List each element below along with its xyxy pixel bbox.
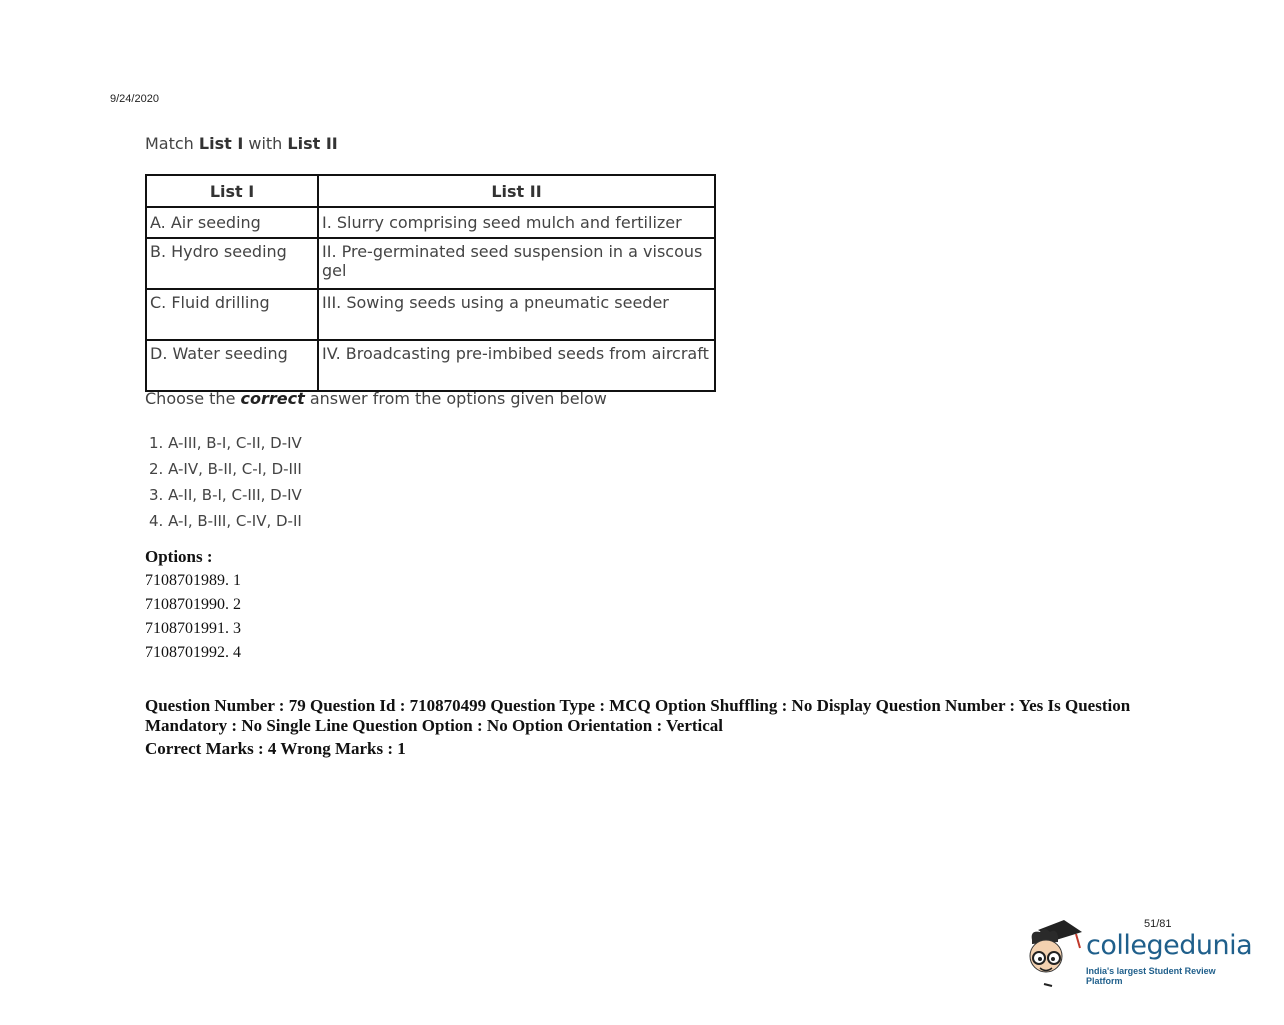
table-cell: III. Sowing seeds using a pneumatic seeder [318, 289, 715, 340]
table-cell: B. Hydro seeding [146, 238, 318, 289]
intro-mid: with [243, 134, 288, 153]
table-header-row [146, 175, 715, 207]
page-date: 9/24/2020 [110, 93, 159, 105]
list-item: 7108701989. 1 [145, 572, 241, 589]
collegedunia-logo [1024, 918, 1254, 988]
choose-suffix: answer from the options given below [304, 389, 607, 408]
table-cell: D. Water seeding [146, 340, 318, 391]
table-row [146, 238, 715, 289]
page-number: 51/81 [1144, 918, 1172, 930]
options-heading: Options : [145, 547, 213, 566]
list-item: 1. A-III, B-I, C-II, D-IV [149, 434, 302, 452]
student-mascot-icon [1024, 918, 1086, 988]
match-table [145, 174, 716, 392]
question-intro [145, 134, 338, 153]
choose-instruction [145, 389, 607, 408]
table-cell: IV. Broadcasting pre-imbibed seeds from aircraft [318, 340, 715, 391]
marks-info: Correct Marks : 4 Wrong Marks : 1 [145, 739, 406, 758]
table-header: List II [318, 175, 715, 207]
table-cell: C. Fluid drilling [146, 289, 318, 340]
list-item: 4. A-I, B-III, C-IV, D-II [149, 512, 302, 530]
options-list [145, 571, 241, 667]
choose-emphasis: correct [240, 389, 305, 408]
table-row [146, 289, 715, 340]
logo-name: collegedunia [1086, 930, 1253, 961]
intro-list1: List I [198, 134, 244, 153]
table-cell: A. Air seeding [146, 207, 318, 238]
list-item: 7108701992. 4 [145, 644, 241, 661]
choose-prefix: Choose the [145, 389, 241, 408]
table-row [146, 340, 715, 391]
answer-list [149, 431, 302, 535]
table-header: List I [146, 175, 318, 207]
list-item: 7108701990. 2 [145, 596, 241, 613]
logo-tagline: India's largest Student Review Platform [1086, 966, 1216, 986]
table-cell: I. Slurry comprising seed mulch and fertilizer [318, 207, 715, 238]
intro-list2: List II [287, 134, 338, 153]
table-row [146, 207, 715, 238]
list-item: 2. A-IV, B-II, C-I, D-III [149, 460, 302, 478]
list-item: 7108701991. 3 [145, 620, 241, 637]
question-metadata: Question Number : 79 Question Id : 710870499 Question Type : MCQ Option Shuffling : No Display Question Number : Yes Is Question Mandatory : No Single Line Question Option : No Option Orientation : Vertical [145, 696, 1131, 735]
table-cell: II. Pre-germinated seed suspension in a viscous gel [318, 238, 715, 289]
list-item: 3. A-II, B-I, C-III, D-IV [149, 486, 302, 504]
intro-prefix: Match [145, 134, 199, 153]
